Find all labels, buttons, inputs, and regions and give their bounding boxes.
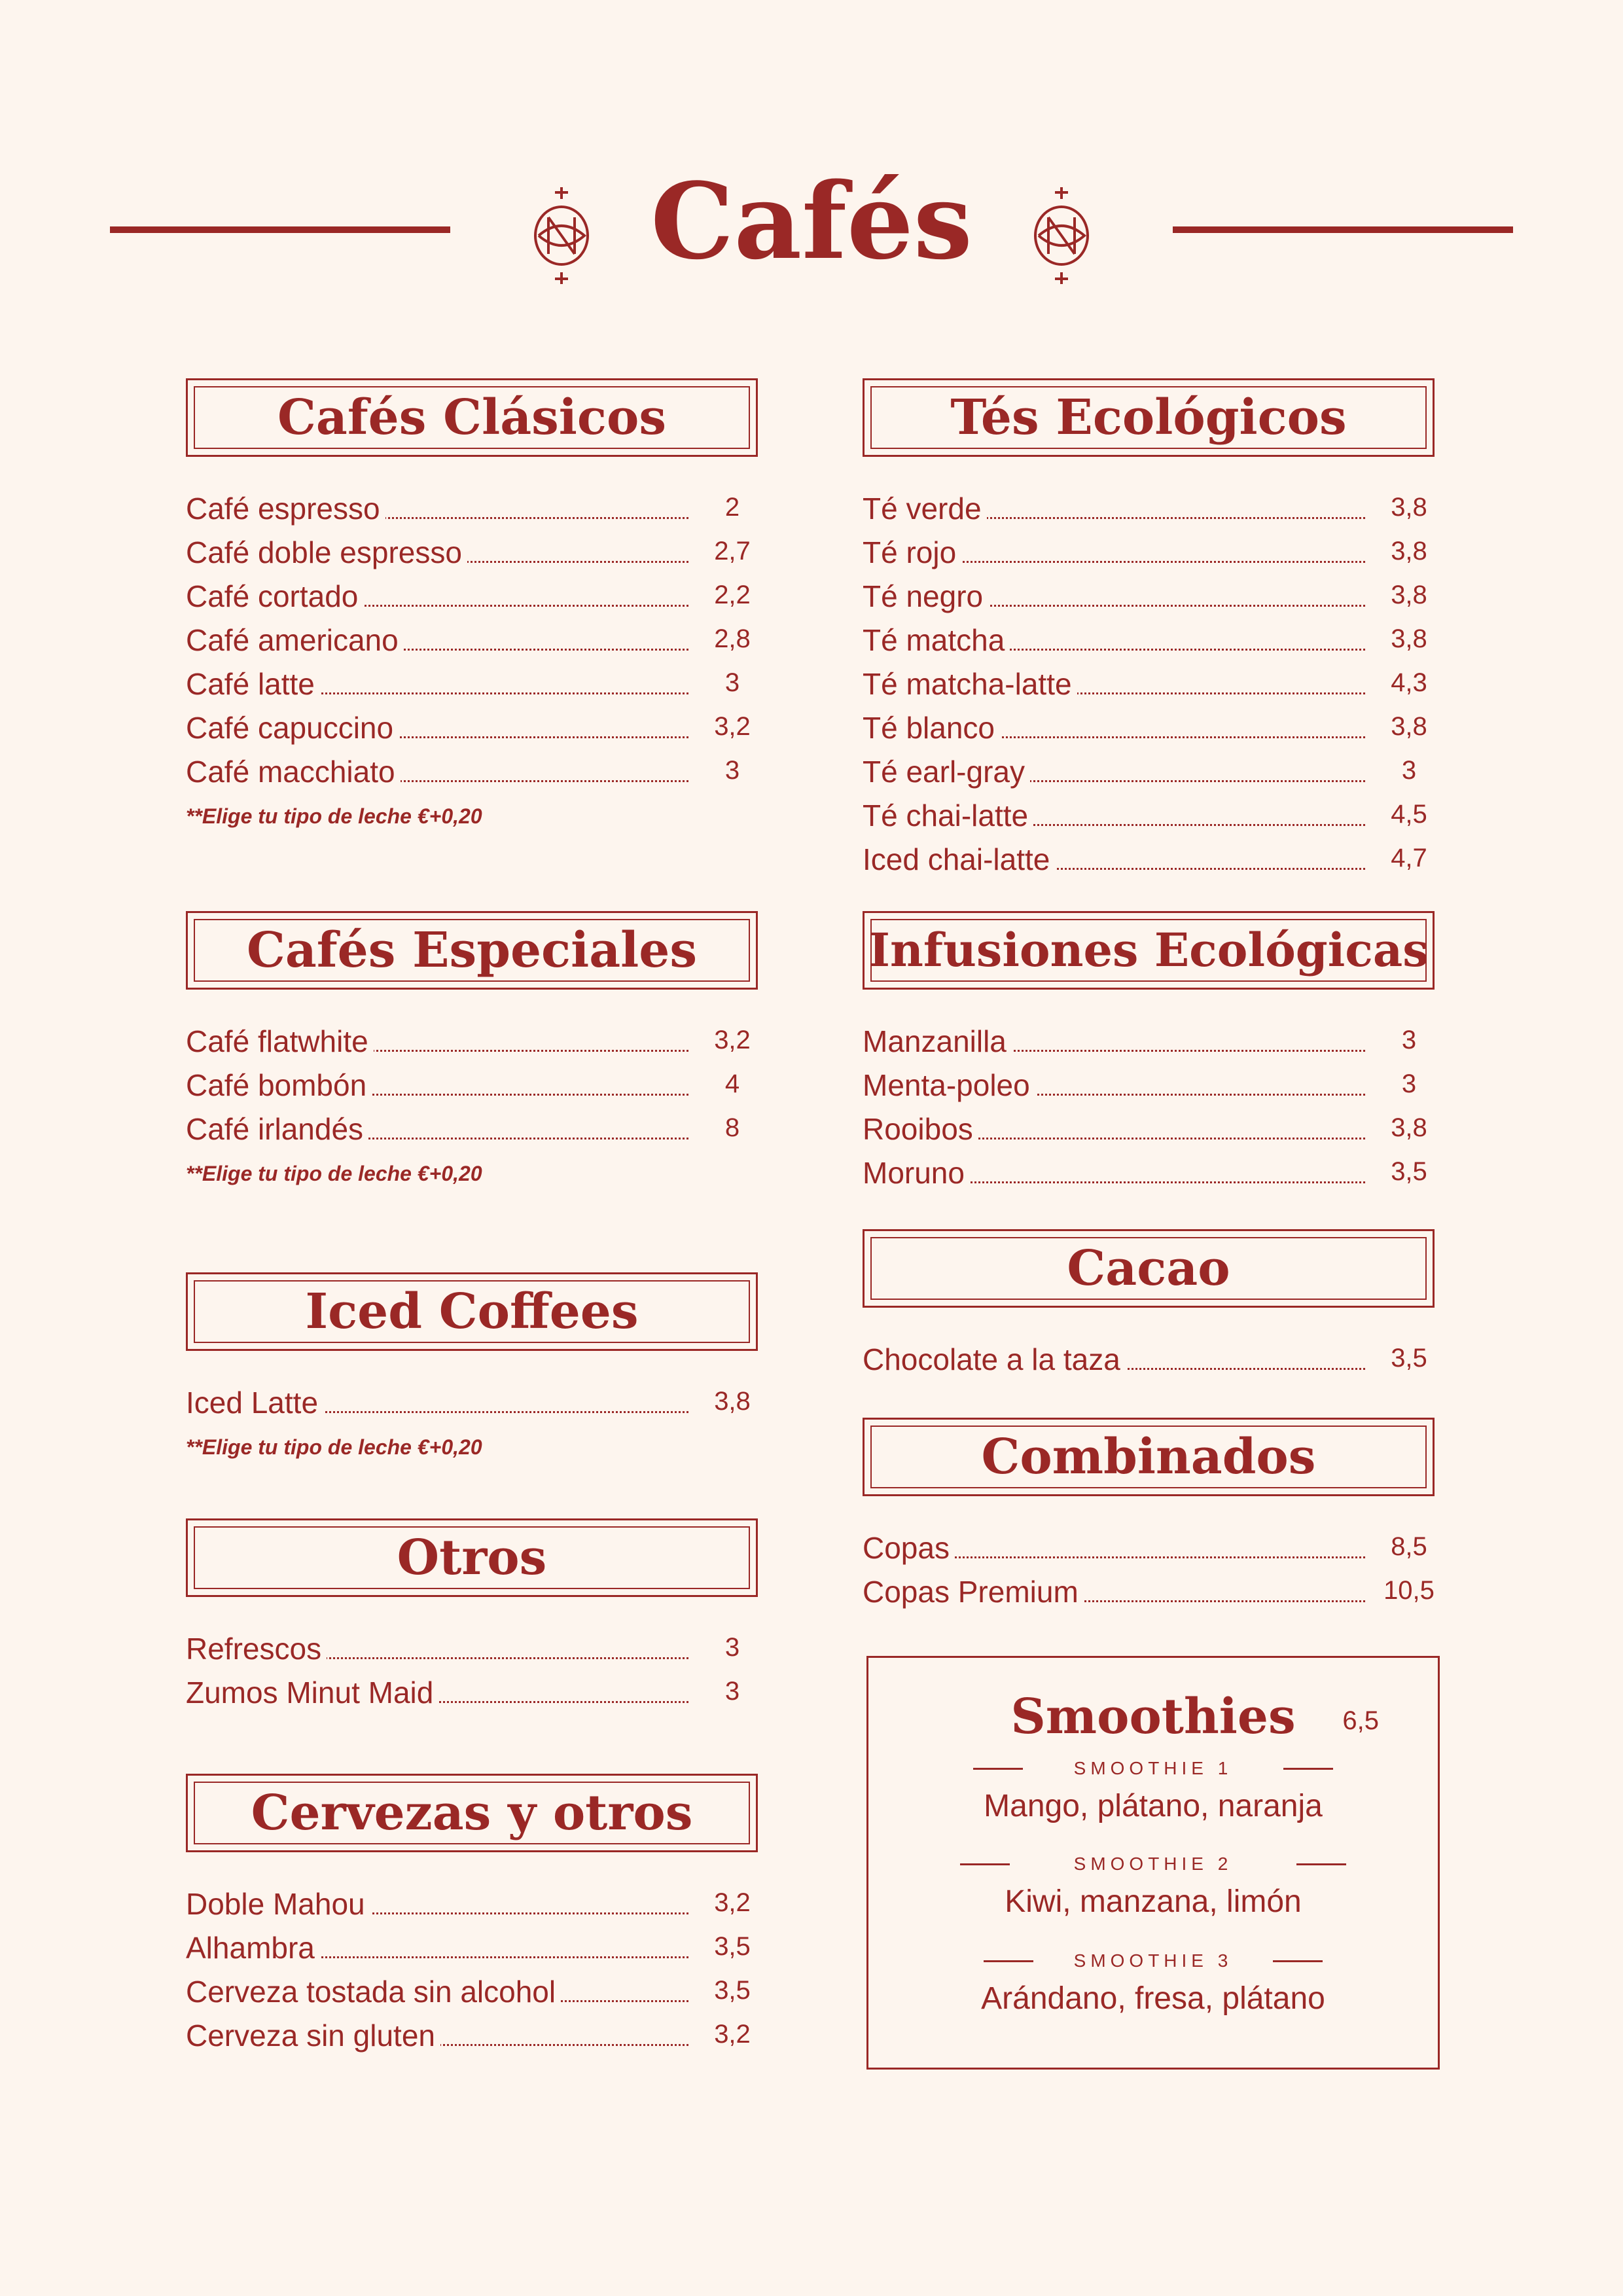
menu-item	[863, 1338, 1435, 1382]
smoothies-price: 6,5	[1342, 1706, 1379, 1735]
item-name: Té rojo	[863, 531, 961, 575]
item-price: 8,5	[1391, 1532, 1427, 1561]
label-rule-right	[1273, 1960, 1323, 1962]
smoothies-box	[866, 1656, 1440, 2070]
item-price: 3,5	[714, 1932, 751, 1961]
item-price: 4,3	[1391, 668, 1427, 697]
menu-item	[186, 487, 758, 531]
item-name: Café espresso	[186, 487, 385, 531]
item-name: Té matcha-latte	[863, 662, 1077, 706]
smoothie-entry	[868, 1753, 1438, 1829]
item-name: Refrescos	[186, 1627, 327, 1671]
section-otros	[186, 1518, 758, 1715]
item-price: 3	[724, 668, 740, 697]
menu-item	[186, 662, 758, 706]
item-name: Té matcha	[863, 619, 1010, 662]
section-title: Tés Ecológicos	[950, 389, 1347, 446]
menu-item	[863, 531, 1435, 575]
section-combinados	[863, 1418, 1435, 1614]
section-cervezas	[186, 1774, 758, 2058]
item-name: Café irlandés	[186, 1107, 368, 1151]
smoothie-description: Kiwi, manzana, limón	[1005, 1884, 1302, 1919]
section-title: Infusiones Ecológicas	[868, 923, 1429, 977]
menu-item	[863, 838, 1435, 882]
item-price: 3,8	[714, 1387, 751, 1416]
menu-item	[186, 1020, 758, 1064]
section-header-box	[863, 378, 1435, 457]
item-price: 3,8	[1391, 537, 1427, 565]
item-name: Café doble espresso	[186, 531, 467, 575]
item-price: 3,2	[714, 1026, 751, 1054]
item-price: 3,8	[1391, 712, 1427, 741]
milk-note: **Elige tu tipo de leche €+0,20	[186, 1162, 482, 1185]
menu-item	[186, 1627, 758, 1671]
milk-note: **Elige tu tipo de leche €+0,20	[186, 804, 482, 828]
menu-item	[863, 619, 1435, 662]
menu-item	[186, 531, 758, 575]
item-name: Iced chai-latte	[863, 838, 1055, 882]
menu-item	[863, 1107, 1435, 1151]
item-name: Chocolate a la taza	[863, 1338, 1126, 1382]
smoothie-entry	[868, 1849, 1438, 1925]
item-name: Café capuccino	[186, 706, 399, 750]
item-name: Café flatwhite	[186, 1020, 374, 1064]
menu-item	[186, 1381, 758, 1425]
item-price: 3	[724, 1633, 740, 1662]
milk-note: **Elige tu tipo de leche €+0,20	[186, 1435, 482, 1459]
item-name: Doble Mahou	[186, 1882, 370, 1926]
menu-item	[186, 750, 758, 794]
menu-item	[863, 575, 1435, 619]
menu-item	[186, 1882, 758, 1926]
section-cafes-clasicos	[186, 378, 758, 832]
item-price: 4,5	[1391, 800, 1427, 829]
item-price: 3,8	[1391, 493, 1427, 522]
section-header-box	[863, 911, 1435, 990]
smoothie-label-text: SMOOTHIE 3	[1073, 1950, 1233, 1971]
section-header-box	[863, 1418, 1435, 1496]
item-name: Té chai-latte	[863, 794, 1033, 838]
item-price: 2,8	[714, 624, 751, 653]
section-infusiones	[863, 911, 1435, 1195]
item-name: Moruno	[863, 1151, 970, 1195]
item-price: 10,5	[1383, 1576, 1435, 1605]
item-name: Café bombón	[186, 1064, 372, 1107]
item-price: 3	[1401, 756, 1417, 785]
item-price: 3,8	[1391, 624, 1427, 653]
label-rule-right	[1296, 1863, 1346, 1865]
item-name: Manzanilla	[863, 1020, 1012, 1064]
section-title: Cervezas y otros	[251, 1785, 693, 1841]
section-iced-coffees	[186, 1272, 758, 1463]
item-name: Copas	[863, 1526, 955, 1570]
item-name: Té negro	[863, 575, 988, 619]
item-name: Café cortado	[186, 575, 363, 619]
item-name: Café americano	[186, 619, 404, 662]
item-price: 3,2	[714, 2020, 751, 2049]
item-name: Café latte	[186, 662, 320, 706]
menu-item	[186, 1970, 758, 2014]
item-price: 3	[1401, 1026, 1417, 1054]
menu-item	[863, 662, 1435, 706]
smoothie-label	[868, 1849, 1438, 1879]
smoothies-title: Smoothies	[1010, 1689, 1296, 1745]
smoothie-description: Arándano, fresa, plátano	[981, 1981, 1325, 2016]
section-header-box	[186, 1272, 758, 1351]
page-title: Cafés	[651, 160, 972, 283]
label-rule-left	[973, 1768, 1023, 1770]
section-title: Cacao	[1067, 1240, 1230, 1297]
smoothie-label-text: SMOOTHIE 2	[1073, 1854, 1233, 1874]
section-header-box	[863, 1229, 1435, 1308]
menu-item	[863, 750, 1435, 794]
smoothie-label-text: SMOOTHIE 1	[1073, 1758, 1233, 1778]
label-rule-left	[984, 1960, 1033, 1962]
item-name: Iced Latte	[186, 1381, 323, 1425]
section-title: Cafés Clásicos	[277, 389, 666, 446]
section-tes-ecologicos	[863, 378, 1435, 882]
section-title: Iced Coffees	[305, 1283, 639, 1340]
item-price: 2	[724, 493, 740, 522]
section-cafes-especiales	[186, 911, 758, 1189]
menu-item	[186, 1926, 758, 1970]
item-name: Café macchiato	[186, 750, 401, 794]
smoothie-description: Mango, plátano, naranja	[984, 1789, 1323, 1823]
item-price: 3,5	[1391, 1157, 1427, 1186]
item-name: Menta-poleo	[863, 1064, 1035, 1107]
smoothie-label	[868, 1753, 1438, 1784]
menu-item	[863, 1151, 1435, 1195]
item-price: 3	[724, 756, 740, 785]
item-price: 2,2	[714, 581, 751, 609]
item-price: 3,2	[714, 712, 751, 741]
item-name: Té verde	[863, 487, 987, 531]
item-price: 3	[1401, 1069, 1417, 1098]
item-price: 3,5	[1391, 1344, 1427, 1372]
section-title: Otros	[397, 1530, 547, 1586]
section-title: Combinados	[981, 1429, 1316, 1485]
smoothie-label	[868, 1946, 1438, 1976]
menu-item	[863, 706, 1435, 750]
menu-item	[863, 1020, 1435, 1064]
item-name: Copas Premium	[863, 1570, 1084, 1614]
menu-item	[186, 619, 758, 662]
menu-item	[186, 1671, 758, 1715]
item-price: 3,5	[714, 1976, 751, 2005]
item-price: 3,2	[714, 1888, 751, 1917]
item-name: Rooibos	[863, 1107, 978, 1151]
section-title: Cafés Especiales	[246, 922, 698, 978]
item-name: Té earl-gray	[863, 750, 1030, 794]
menu-item	[186, 1107, 758, 1151]
item-name: Zumos Minut Maid	[186, 1671, 438, 1715]
item-name: Cerveza sin gluten	[186, 2014, 440, 2058]
item-price: 4,7	[1391, 844, 1427, 872]
menu-item	[186, 575, 758, 619]
item-name: Cerveza tostada sin alcohol	[186, 1970, 561, 2014]
smoothie-entry	[868, 1946, 1438, 2022]
menu-item	[186, 2014, 758, 2058]
section-header-box	[186, 378, 758, 457]
item-price: 3,8	[1391, 1113, 1427, 1142]
item-price: 3	[724, 1677, 740, 1706]
menu-item	[863, 1526, 1435, 1570]
menu-item	[186, 706, 758, 750]
section-header-box	[186, 911, 758, 990]
menu-item	[863, 1570, 1435, 1614]
item-price: 8	[724, 1113, 740, 1142]
item-price: 4	[724, 1069, 740, 1098]
item-name: Té blanco	[863, 706, 1000, 750]
label-rule-right	[1283, 1768, 1333, 1770]
section-header-box	[186, 1518, 758, 1597]
menu-item	[863, 487, 1435, 531]
menu-item	[186, 1064, 758, 1107]
item-name: Alhambra	[186, 1926, 320, 1970]
section-header-box	[186, 1774, 758, 1852]
section-cacao	[863, 1229, 1435, 1382]
item-price: 3,8	[1391, 581, 1427, 609]
item-price: 2,7	[714, 537, 751, 565]
menu-item	[863, 794, 1435, 838]
menu-item	[863, 1064, 1435, 1107]
label-rule-left	[960, 1863, 1010, 1865]
